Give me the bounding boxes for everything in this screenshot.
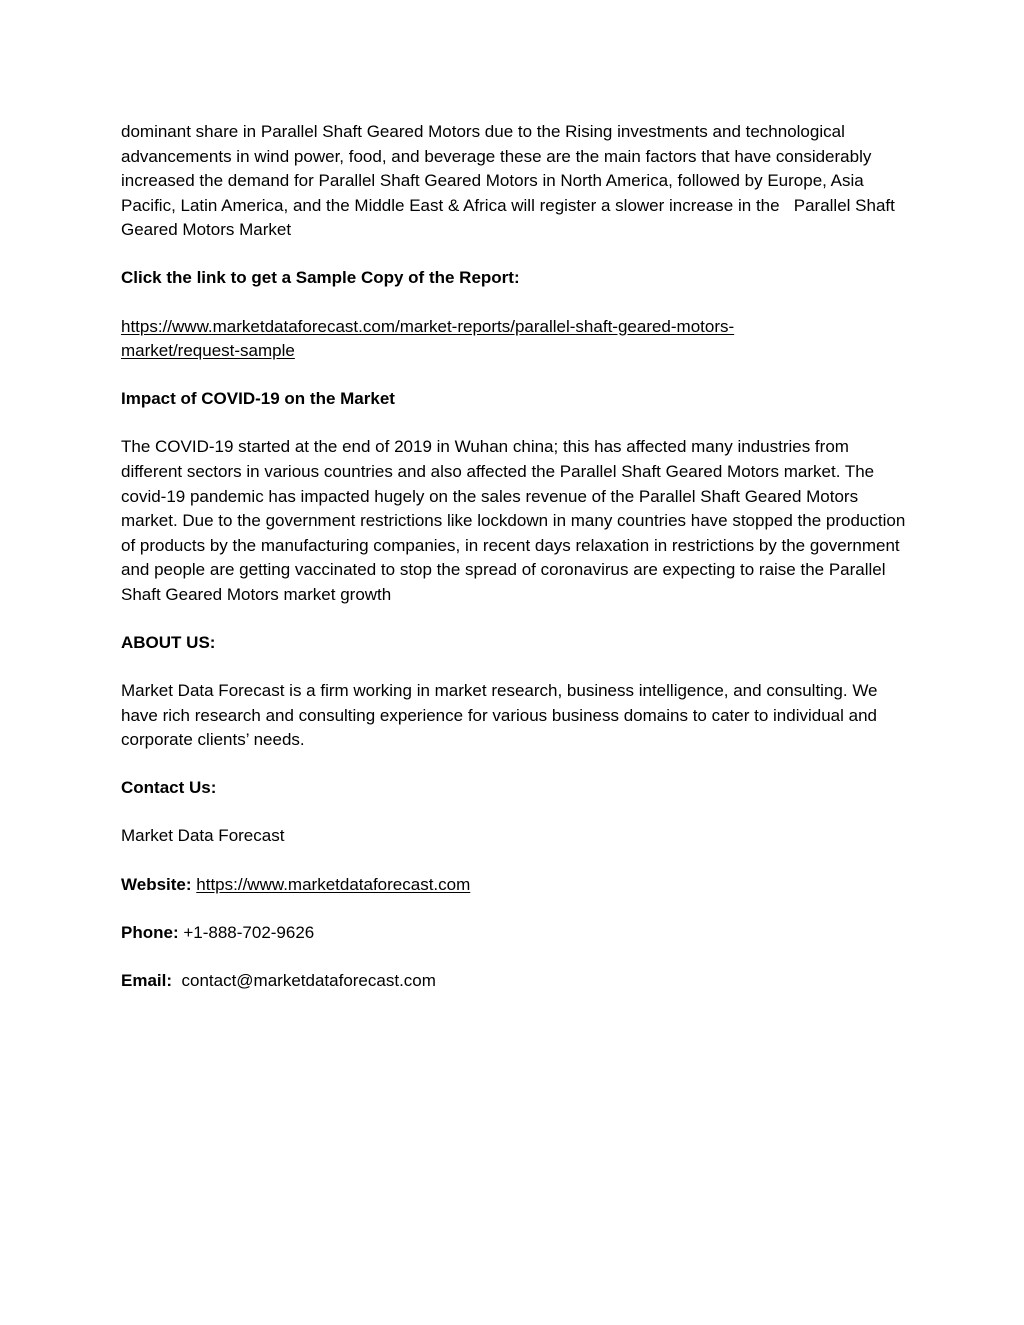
about-paragraph: Market Data Forecast is a firm working in market research, business intelligence, and consulting. We have rich research and consulting experience for various business domains to cater to individual and corporate clients’ needs. [121, 681, 878, 750]
covid-heading: Impact of COVID-19 on the Market [121, 389, 395, 409]
intro-paragraph: dominant share in Parallel Shaft Geared Motors due to the Rising investments and technological advancements in wind power, food, and beverage these are the main factors that have considerably increased the demand for Parallel Shaft Geared Motors in North America, followed by Europe, Asia Pacific, Latin America, and the Middle East & Africa will register a slower increase in the Parallel Shaft Geared Motors Market [121, 122, 895, 240]
contact-phone-line [121, 921, 911, 946]
about-heading: ABOUT US: [121, 633, 216, 652]
sample-link-block [121, 315, 911, 364]
phone-value: +1-888-702-9626 [183, 922, 315, 942]
contact-heading: Contact Us: [121, 778, 217, 798]
sample-link-line2: market/request-sample [121, 341, 295, 361]
sample-link-line1: https://www.marketdataforecast.com/market-reports/parallel-shaft-geared-motors- [121, 316, 735, 336]
website-label: Website: [121, 874, 192, 894]
covid-paragraph: The COVID-19 started at the end of 2019 in Wuhan china; this has affected many industries from different sectors in various countries and also affected the Parallel Shaft Geared Motors market. The covid-19 pandemic has impacted hugely on the sales revenue of the Parallel Shaft Geared Motors market. Due to the government restrictions like lockdown in many countries have stopped the production of products by the manufacturing companies, in recent days relaxation in restrictions by the government and people are getting vaccinated to stop the spread of coronavirus are expecting to raise the Parallel Shaft Geared Motors market growth [121, 437, 906, 604]
document-page [121, 120, 911, 1017]
sample-heading: Click the link to get a Sample Copy of the Report: [121, 268, 520, 288]
phone-label: Phone: [121, 922, 179, 942]
email-value: contact@marketdataforecast.com [181, 970, 436, 990]
website-link[interactable]: https://www.marketdataforecast.com [196, 874, 471, 894]
contact-company: Market Data Forecast [121, 826, 285, 846]
contact-website-line [121, 873, 911, 898]
email-label: Email: [121, 970, 173, 990]
sample-request-link[interactable] [121, 317, 734, 361]
contact-email-line [121, 969, 911, 994]
